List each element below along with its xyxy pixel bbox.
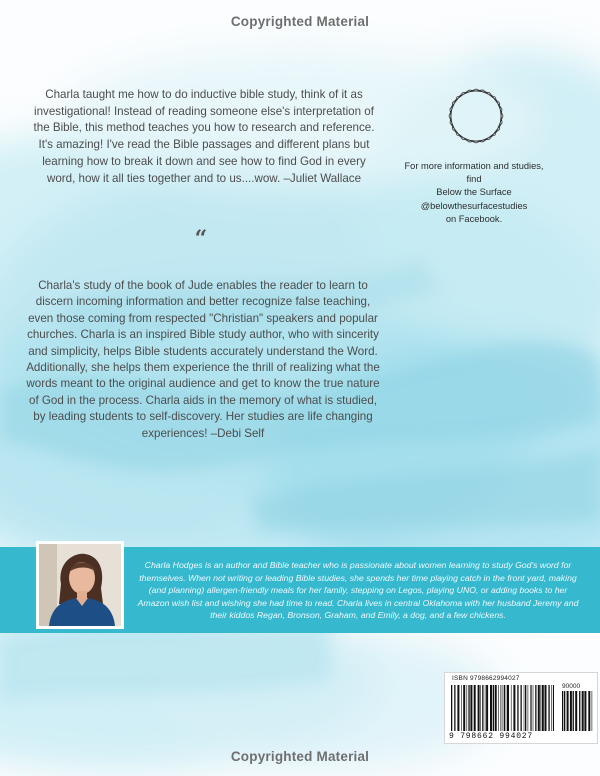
- isbn-human-readable: 9 798662 994027: [449, 732, 534, 741]
- barcode-bar: [511, 685, 512, 731]
- barcode-bar: [541, 685, 542, 731]
- barcode-bars: [450, 685, 554, 731]
- barcode-bar: [562, 691, 563, 731]
- barcode-bar: [588, 691, 590, 731]
- copyright-watermark-top: Copyrighted Material: [230, 14, 370, 29]
- barcode-bar: [525, 685, 526, 731]
- barcode-bar: [501, 685, 502, 731]
- barcode-bar: [467, 685, 468, 731]
- author-portrait-photo: [36, 541, 124, 629]
- barcode-bar: [575, 691, 577, 731]
- barcode-bar: [548, 685, 549, 731]
- quotation-mark-icon: “: [194, 226, 208, 252]
- barcode-bar: [567, 691, 569, 731]
- barcode-bar: [498, 685, 499, 731]
- barcode-bar: [457, 685, 459, 731]
- barcode-bar: [542, 685, 544, 731]
- barcode-bar: [490, 685, 492, 731]
- barcode-bar: [521, 685, 522, 731]
- barcode-bar: [573, 691, 574, 731]
- barcode-bar: [470, 685, 472, 731]
- barcode-bar: [545, 685, 547, 731]
- barcode-bar: [506, 685, 507, 731]
- barcode-bar: [533, 685, 534, 731]
- isbn-label: ISBN 9798662994027: [452, 675, 520, 682]
- barcode-bar: [531, 685, 532, 731]
- barcode-addon-bars: [561, 691, 593, 731]
- barcode-addon-number: 90000: [562, 683, 581, 690]
- barcode-bar: [579, 691, 580, 731]
- info-line: For more information and studies, find: [404, 161, 544, 185]
- info-line-facebook-handle: @belowthesurfacestudies: [420, 200, 528, 211]
- author-portrait-illustration: [39, 544, 121, 626]
- barcode-bar: [528, 685, 529, 731]
- barcode-bar: [507, 685, 509, 731]
- barcode-bar: [524, 685, 525, 731]
- isbn-barcode: [444, 672, 598, 744]
- info-line-brand-name: Below the Surface: [436, 187, 512, 198]
- info-line: on Facebook.: [445, 213, 503, 224]
- barcode-bar: [584, 691, 586, 731]
- barcode-bar: [463, 685, 465, 731]
- barcode-bar: [451, 685, 452, 731]
- copyright-watermark-bottom: Copyrighted Material: [230, 749, 370, 764]
- barcode-bar: [553, 685, 554, 731]
- barcode-bar: [478, 685, 480, 731]
- testimonial-juliet-wallace: Charla taught me how to do inductive bible study, think of it as investigational! Instead of reading someone else's interpretation of the Bible, this method teaches you how to research and reference. It's amazing! I've read the Bible passages and different plans but learning how to break it down and see how to find God in every word, how it all ties together and to us....wow. –Juliet Wallace: [33, 88, 375, 185]
- barcode-bar: [535, 685, 536, 731]
- barcode-bar: [482, 685, 483, 731]
- geometric-octagon-logo-icon: [446, 86, 506, 146]
- barcode-bar: [474, 685, 476, 731]
- barcode-bar: [513, 685, 515, 731]
- testimonial-debi-self: Charla's study of the book of Jude enables the reader to learn to discern incoming information and better recognize false teaching, even those coming from respected "Christian" speakers and popular churches. Charla is an inspired Bible study author, who with sincerity and simplicity, helps Bible students accurately understand the Word. Additionally, she helps them experience the thrill of realizing what the words meant to the original audience and get to know the true nature of God in the process. Charla aids in the memory of what is studied, by leading students to self-discovery. Her studies are life changing experiences! –Debi Self: [26, 279, 380, 440]
- barcode-bar: [504, 685, 505, 731]
- barcode-bar: [582, 691, 584, 731]
- barcode-bar: [495, 685, 497, 731]
- barcode-bar: [454, 685, 455, 731]
- author-bio-text: Charla Hodges is an author and Bible teacher who is passionate about women learning to study God's word for themselves. When not writing or leading Bible studies, she spends her time playing catch in the front yard, making (and planning) allergen-friendly meals for her family, stepping on Legos, playing UNO, or adding books to her Amazon wish list and wishing she had time to read. Charla lives in central Oklahoma with her husband Jeremy and their kiddos Regan, Bronson, Graham, and Emily, a dog, and a few chickens.: [137, 560, 579, 621]
- more-info-text: [398, 160, 550, 226]
- barcode-bar: [485, 685, 486, 731]
- barcode-bar: [592, 691, 593, 731]
- barcode-bar: [564, 691, 565, 731]
- barcode-bar: [480, 685, 481, 731]
- barcode-bar: [502, 685, 503, 731]
- barcode-bar: [517, 685, 518, 731]
- barcode-bar: [530, 685, 531, 731]
- barcode-bar: [493, 685, 494, 731]
- barcode-bar: [570, 691, 572, 731]
- barcode-bar: [538, 685, 540, 731]
- barcode-bar: [461, 685, 462, 731]
- barcode-bar: [551, 685, 552, 731]
- barcode-bar: [468, 685, 469, 731]
- barcode-bar: [486, 685, 488, 731]
